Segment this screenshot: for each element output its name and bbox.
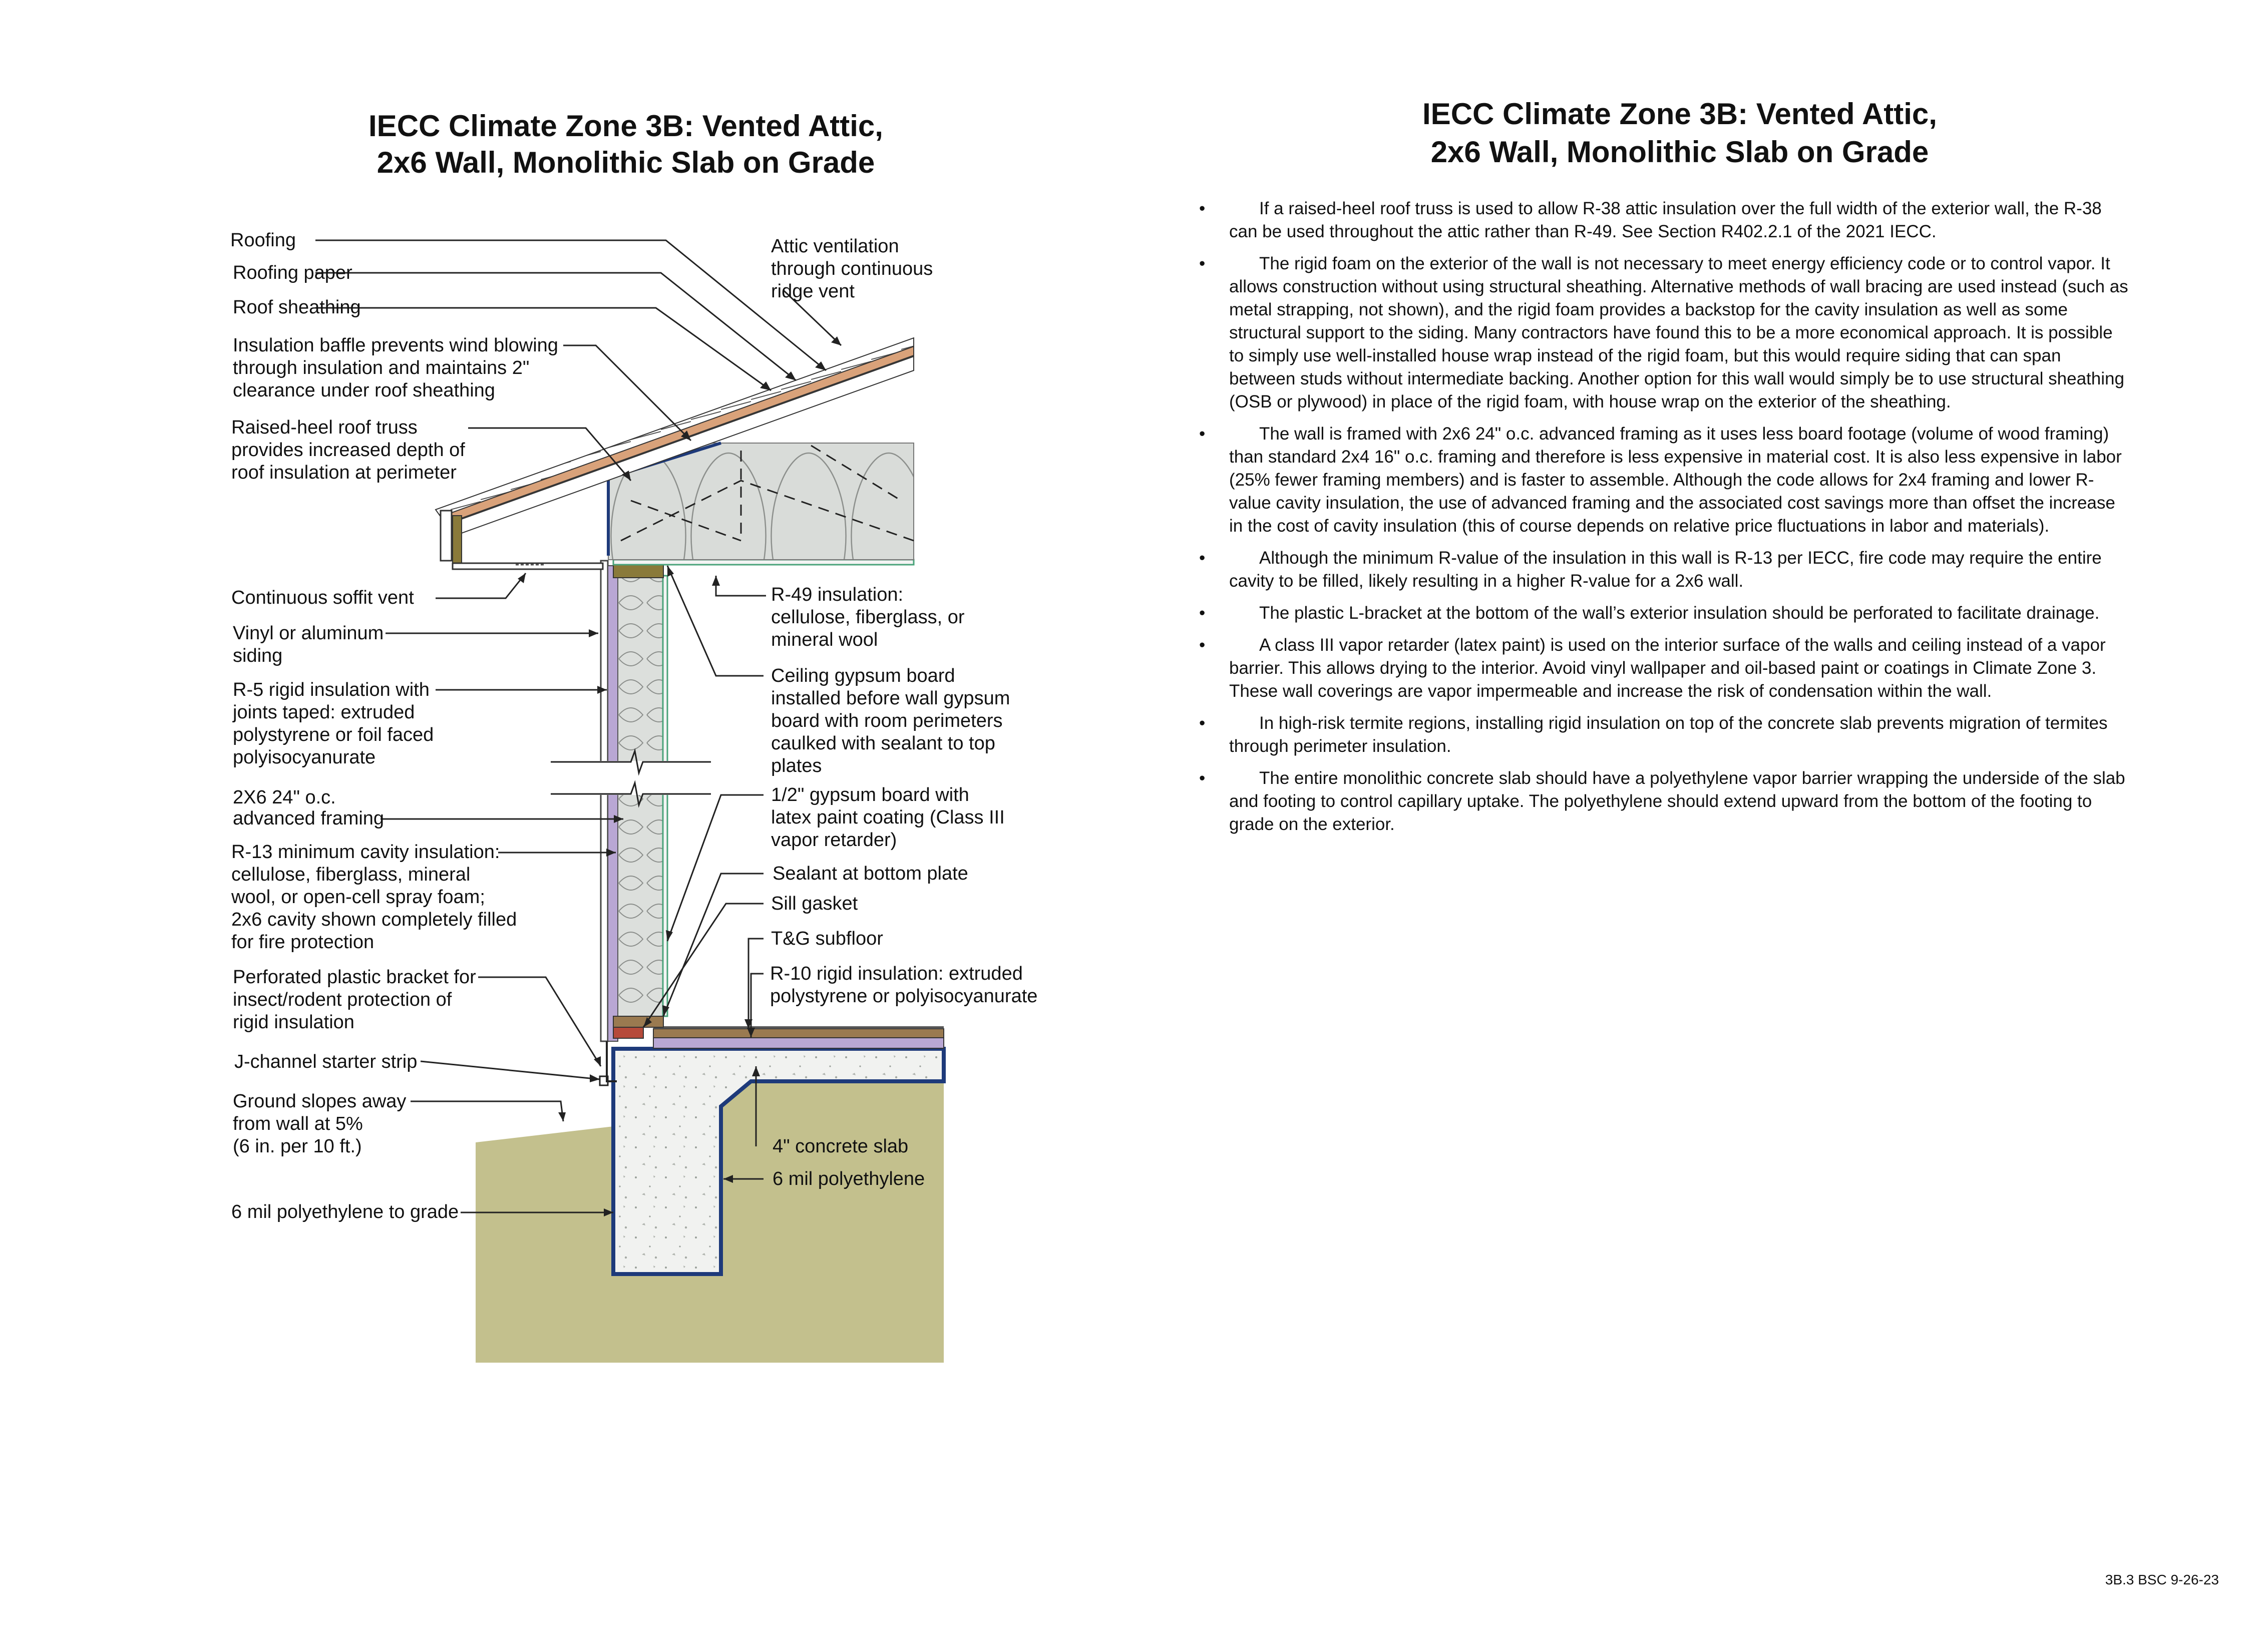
wall-break-gap <box>551 761 716 795</box>
note-item: • The wall is framed with 2x6 24" o.c. advanced framing as it uses less board footage (volume of wood framing) than standard 2x4 16" o.c. framing and therefore is less expensive in material cost. It is also less expensive in labor (25% fewer framing members) and is faster to assemble. Although the code allows for 2x4 framing and lower R-value cavity insulation, the use of advanced framing and the associated cost savings more than offset the increase in the cost of cavity insulation (this of course depends on relative price fluctuations in labor and materials). <box>1229 423 2130 538</box>
label-attic-ventilation: Attic ventilation through continuous ridge vent <box>771 236 933 302</box>
notes-title-line-1: IECC Climate Zone 3B: Vented Attic, <box>1422 97 1937 131</box>
note-item: • The plastic L-bracket at the bottom of the wall’s exterior insulation should be perforated to facilitate drainage. <box>1229 602 2130 625</box>
note-item: • Although the minimum R-value of the insulation in this wall is R-13 per IECC, fire code may require the entire cavity to be filled, likely resulting in a higher R-value for a 2x6 wall. <box>1229 547 2130 593</box>
notes-title <box>1229 95 2130 171</box>
notes-title-line-2: 2x6 Wall, Monolithic Slab on Grade <box>1430 135 1929 169</box>
label-siding: Vinyl or aluminum siding <box>233 623 384 666</box>
interior-floor-line <box>653 1026 944 1029</box>
note-item: • The rigid foam on the exterior of the wall is not necessary to meet energy efficiency code or to control vapor. It allows construction without using structural sheathing. Alternative methods of wall bracing are used instead (such as metal strapping, not shown), and the rigid foam provides a backstop for the cavity insulation as well as some structural support to the siding. Many contractors have found this to be a more economical approach. It is possible to simply use well-installed house wrap instead of the rigid foam, but this would require siding that can span between studs without intermediate backing. Another option for this wall would simply be to use structural sheathing (OSB or plywood) in place of the rigid foam, with house wrap on the exterior of the sheathing. <box>1229 252 2130 414</box>
label-wall-gypsum: 1/2" gypsum board with latex paint coating (Class III vapor retarder) <box>771 784 1005 851</box>
label-r10-rigid: R-10 rigid insulation: extruded polystyrene or polyisocyanurate <box>770 963 1038 1007</box>
note-item: • If a raised-heel roof truss is used to allow R-38 attic insulation over the full width of the exterior wall, the R-38 can be used throughout the attic rather than R-49. See Section R402.2.1 of the 2021 IECC. <box>1229 197 2130 243</box>
top-plates <box>613 565 663 578</box>
tg-subfloor-layer <box>653 1029 944 1038</box>
ceiling-gypsum-layer <box>613 560 914 565</box>
label-ceiling-gypsum: Ceiling gypsum board installed before wall gypsum board with room perimeters caulked with sealant to top plates <box>771 665 1010 776</box>
label-tg-subfloor: T&G subfloor <box>771 928 883 949</box>
label-plastic-bracket: Perforated plastic bracket for insect/rodent protection of rigid insulation <box>233 967 476 1033</box>
label-insulation-baffle: Insulation baffle prevents wind blowing through insulation and maintains 2" clearance under roof sheathing <box>233 335 558 401</box>
label-r5-rigid: R-5 rigid insulation with joints taped: extruded polystyrene or foil faced polyisocyanurate <box>233 679 434 768</box>
bottom-plate <box>613 1016 663 1027</box>
note-item: • The entire monolithic concrete slab should have a polyethylene vapor barrier wrapping the underside of the slab and footing to control capillary uptake. The polyethylene should extend upward from the bottom of the footing to grade on the exterior. <box>1229 767 2130 836</box>
label-sealant-bottom-plate: Sealant at bottom plate <box>773 863 968 884</box>
label-poly-to-grade: 6 mil polyethylene to grade <box>231 1201 459 1222</box>
label-soffit-vent: Continuous soffit vent <box>231 587 414 608</box>
slab-rigid-insulation <box>653 1037 944 1048</box>
label-j-channel: J-channel starter strip <box>234 1051 418 1072</box>
diagram-title-line-2: 2x6 Wall, Monolithic Slab on Grade <box>377 146 875 179</box>
sub-fascia <box>453 516 462 563</box>
label-roofing-paper: Roofing paper <box>233 262 352 283</box>
label-poly-6mil: 6 mil polyethylene <box>773 1168 925 1189</box>
sill-plate <box>613 1027 643 1038</box>
label-framing: 2X6 24" o.c. advanced framing <box>233 787 385 829</box>
label-r13-cavity: R-13 minimum cavity insulation: cellulose, fiberglass, mineral wool, or open-cell spray foam; 2x6 cavity shown completely filled for fire protection <box>231 842 517 953</box>
diagram-title-line-1: IECC Climate Zone 3B: Vented Attic, <box>368 109 883 143</box>
wall-gypsum-layer <box>663 576 667 1016</box>
label-ground-slope: Ground slopes away from wall at 5% (6 in. per 10 ft.) <box>233 1091 407 1157</box>
notes-panel <box>1229 95 2130 845</box>
notes-list <box>1229 197 2130 836</box>
sheet-code: 3B.3 BSC 9-26-23 <box>2105 1572 2219 1587</box>
label-concrete-slab: 4" concrete slab <box>773 1136 909 1157</box>
label-r49: R-49 insulation: cellulose, fiberglass, or mineral wool <box>771 584 965 650</box>
exterior-rigid-foam <box>608 566 618 1041</box>
label-roofing: Roofing <box>230 230 296 251</box>
note-item: • In high-risk termite regions, installing rigid insulation on top of the concrete slab prevents migration of termites through perimeter insulation. <box>1229 712 2130 758</box>
label-sill-gasket: Sill gasket <box>771 893 858 914</box>
siding-layer <box>601 561 608 1041</box>
fascia-board <box>441 511 452 561</box>
note-item: • A class III vapor retarder (latex paint) is used on the interior surface of the walls and ceiling instead of a vapor barrier. This allows drying to the interior. Avoid vinyl wallpaper and oil-based paint or coatings in Climate Zone 3. These wall coverings are vapor impermeable and increase the risk of condensation within the wall. <box>1229 634 2130 703</box>
label-raised-heel-truss: Raised-heel roof truss provides increased depth of roof insulation at perimeter <box>231 417 465 483</box>
label-roof-sheathing: Roof sheathing <box>233 297 361 318</box>
assembly-diagram <box>0 0 1152 1502</box>
wall-cavity-insulation <box>618 576 663 1016</box>
